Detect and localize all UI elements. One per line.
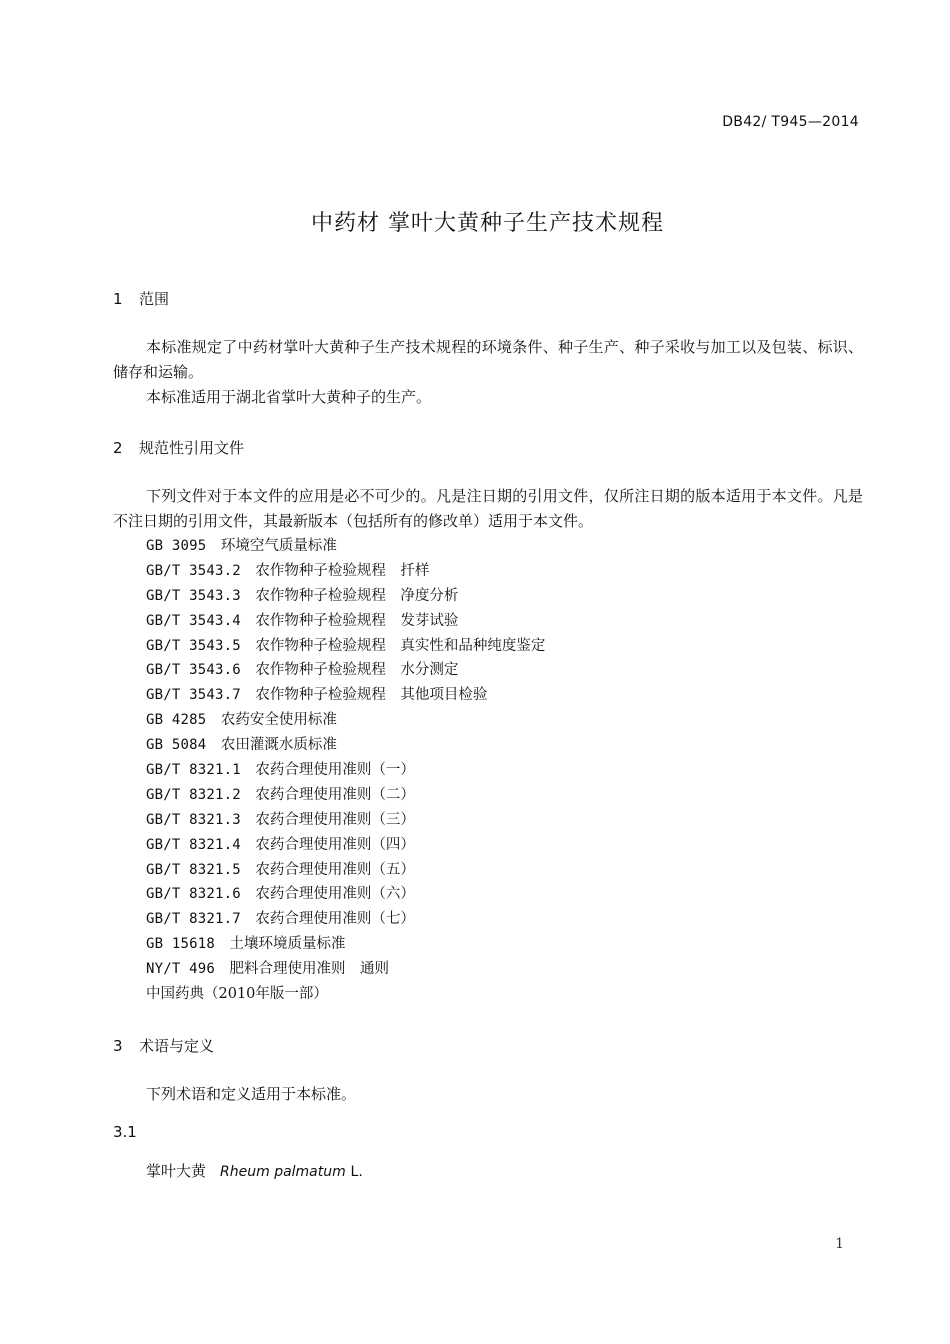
reference-name: 农作物种子检验规程 水分测定	[255, 662, 459, 679]
reference-name: 农药安全使用标准	[220, 712, 337, 729]
reference-code: GB 3095	[146, 538, 207, 554]
reference-code: GB/T 3543.5	[146, 637, 241, 654]
reference-name: 农作物种子检验规程 发芽试验	[255, 612, 459, 629]
term-author: L.	[350, 1164, 363, 1180]
term-latin-name: Rheum palmatum	[220, 1164, 346, 1180]
section-1-paragraph-1: 本标准规定了中药材掌叶大黄种子生产技术规程的环境条件、种子生产、种子采收与加工以及包装、标识、储存和运输。	[113, 338, 863, 381]
list-item	[146, 808, 545, 833]
section-1-number: 1	[113, 290, 123, 308]
section-2-title: 规范性引用文件	[139, 439, 245, 457]
reference-name: 肥料合理使用准则 通则	[229, 961, 390, 978]
reference-code: GB/T 8321.4	[146, 836, 241, 853]
section-3-number: 3	[113, 1037, 123, 1055]
reference-code: GB/T 8321.7	[146, 911, 241, 928]
section-1-title: 范围	[139, 290, 170, 308]
list-item	[146, 858, 545, 883]
section-1-paragraph-2: 本标准适用于湖北省掌叶大黄种子的生产。	[146, 388, 432, 406]
reference-code: GB/T 8321.1	[146, 762, 241, 779]
list-item	[146, 932, 545, 957]
reference-name: 农作物种子检验规程 真实性和品种纯度鉴定	[255, 637, 546, 654]
reference-code: GB/T 3543.3	[146, 587, 241, 604]
term-chinese-name: 掌叶大黄	[146, 1162, 207, 1180]
section-2-heading	[113, 437, 244, 458]
list-item	[146, 758, 545, 783]
term-definition	[146, 1160, 363, 1181]
reference-code: GB/T 3543.4	[146, 612, 241, 629]
reference-name: 农药合理使用准则（四）	[255, 836, 415, 853]
reference-code: GB 15618	[146, 936, 216, 953]
reference-code: GB/T 8321.2	[146, 786, 241, 803]
reference-name: 土壤环境质量标准	[229, 936, 346, 953]
section-2-body	[113, 484, 863, 534]
list-item	[146, 609, 545, 634]
list-item	[146, 708, 545, 733]
page-title: 中药材 掌叶大黄种子生产技术规程	[311, 211, 664, 236]
section-1-heading	[113, 288, 169, 309]
reference-name: 农药合理使用准则（一）	[255, 762, 415, 779]
reference-code: GB/T 8321.3	[146, 811, 241, 828]
reference-code: GB 4285	[146, 712, 207, 729]
reference-name: 农作物种子检验规程 净度分析	[255, 587, 459, 604]
reference-name: 中国药典（2010年版一部）	[146, 986, 328, 1003]
section-3-heading	[113, 1035, 214, 1056]
list-item	[146, 733, 545, 758]
document-code: DB42/ T945—2014	[722, 114, 859, 130]
list-item	[146, 658, 545, 683]
reference-name: 农药合理使用准则（三）	[255, 811, 415, 828]
section-3-body	[113, 1082, 863, 1107]
list-item	[146, 907, 545, 932]
reference-code: GB/T 3543.2	[146, 562, 241, 579]
reference-name: 农作物种子检验规程 其他项目检验	[255, 687, 488, 704]
reference-name: 农田灌溉水质标准	[220, 737, 337, 754]
subsection-3-1-number: 3.1	[113, 1123, 137, 1141]
reference-code: GB/T 8321.5	[146, 861, 241, 878]
reference-name: 环境空气质量标准	[220, 538, 337, 554]
list-item	[146, 957, 545, 982]
list-item	[146, 833, 545, 858]
list-item	[146, 882, 545, 907]
reference-code: GB/T 3543.6	[146, 662, 241, 679]
section-1-body	[113, 335, 863, 410]
reference-code: NY/T 496	[146, 961, 216, 978]
list-item	[146, 783, 545, 808]
reference-name: 农药合理使用准则（五）	[255, 861, 415, 878]
reference-code: GB/T 3543.7	[146, 687, 241, 704]
reference-name: 农药合理使用准则（二）	[255, 786, 415, 803]
section-2-number: 2	[113, 439, 123, 457]
list-item	[146, 559, 545, 584]
section-3-title: 术语与定义	[139, 1037, 215, 1055]
list-item	[146, 683, 545, 708]
reference-code: GB 5084	[146, 737, 207, 754]
reference-list	[146, 534, 545, 1007]
section-3-intro: 下列术语和定义适用于本标准。	[146, 1085, 357, 1103]
section-2-intro: 下列文件对于本文件的应用是必不可少的。凡是注日期的引用文件，仅所注日期的版本适用于本文件。凡是不注日期的引用文件，其最新版本（包括所有的修改单）适用于本文件。	[113, 487, 863, 530]
list-item	[146, 534, 545, 559]
reference-code: GB/T 8321.6	[146, 886, 241, 903]
reference-name: 农作物种子检验规程 扦样	[255, 562, 430, 579]
list-item	[146, 634, 545, 659]
list-item	[146, 584, 545, 609]
reference-name: 农药合理使用准则（七）	[255, 911, 415, 928]
page-number: 1	[835, 1236, 844, 1252]
list-item	[146, 982, 545, 1007]
reference-name: 农药合理使用准则（六）	[255, 886, 415, 903]
